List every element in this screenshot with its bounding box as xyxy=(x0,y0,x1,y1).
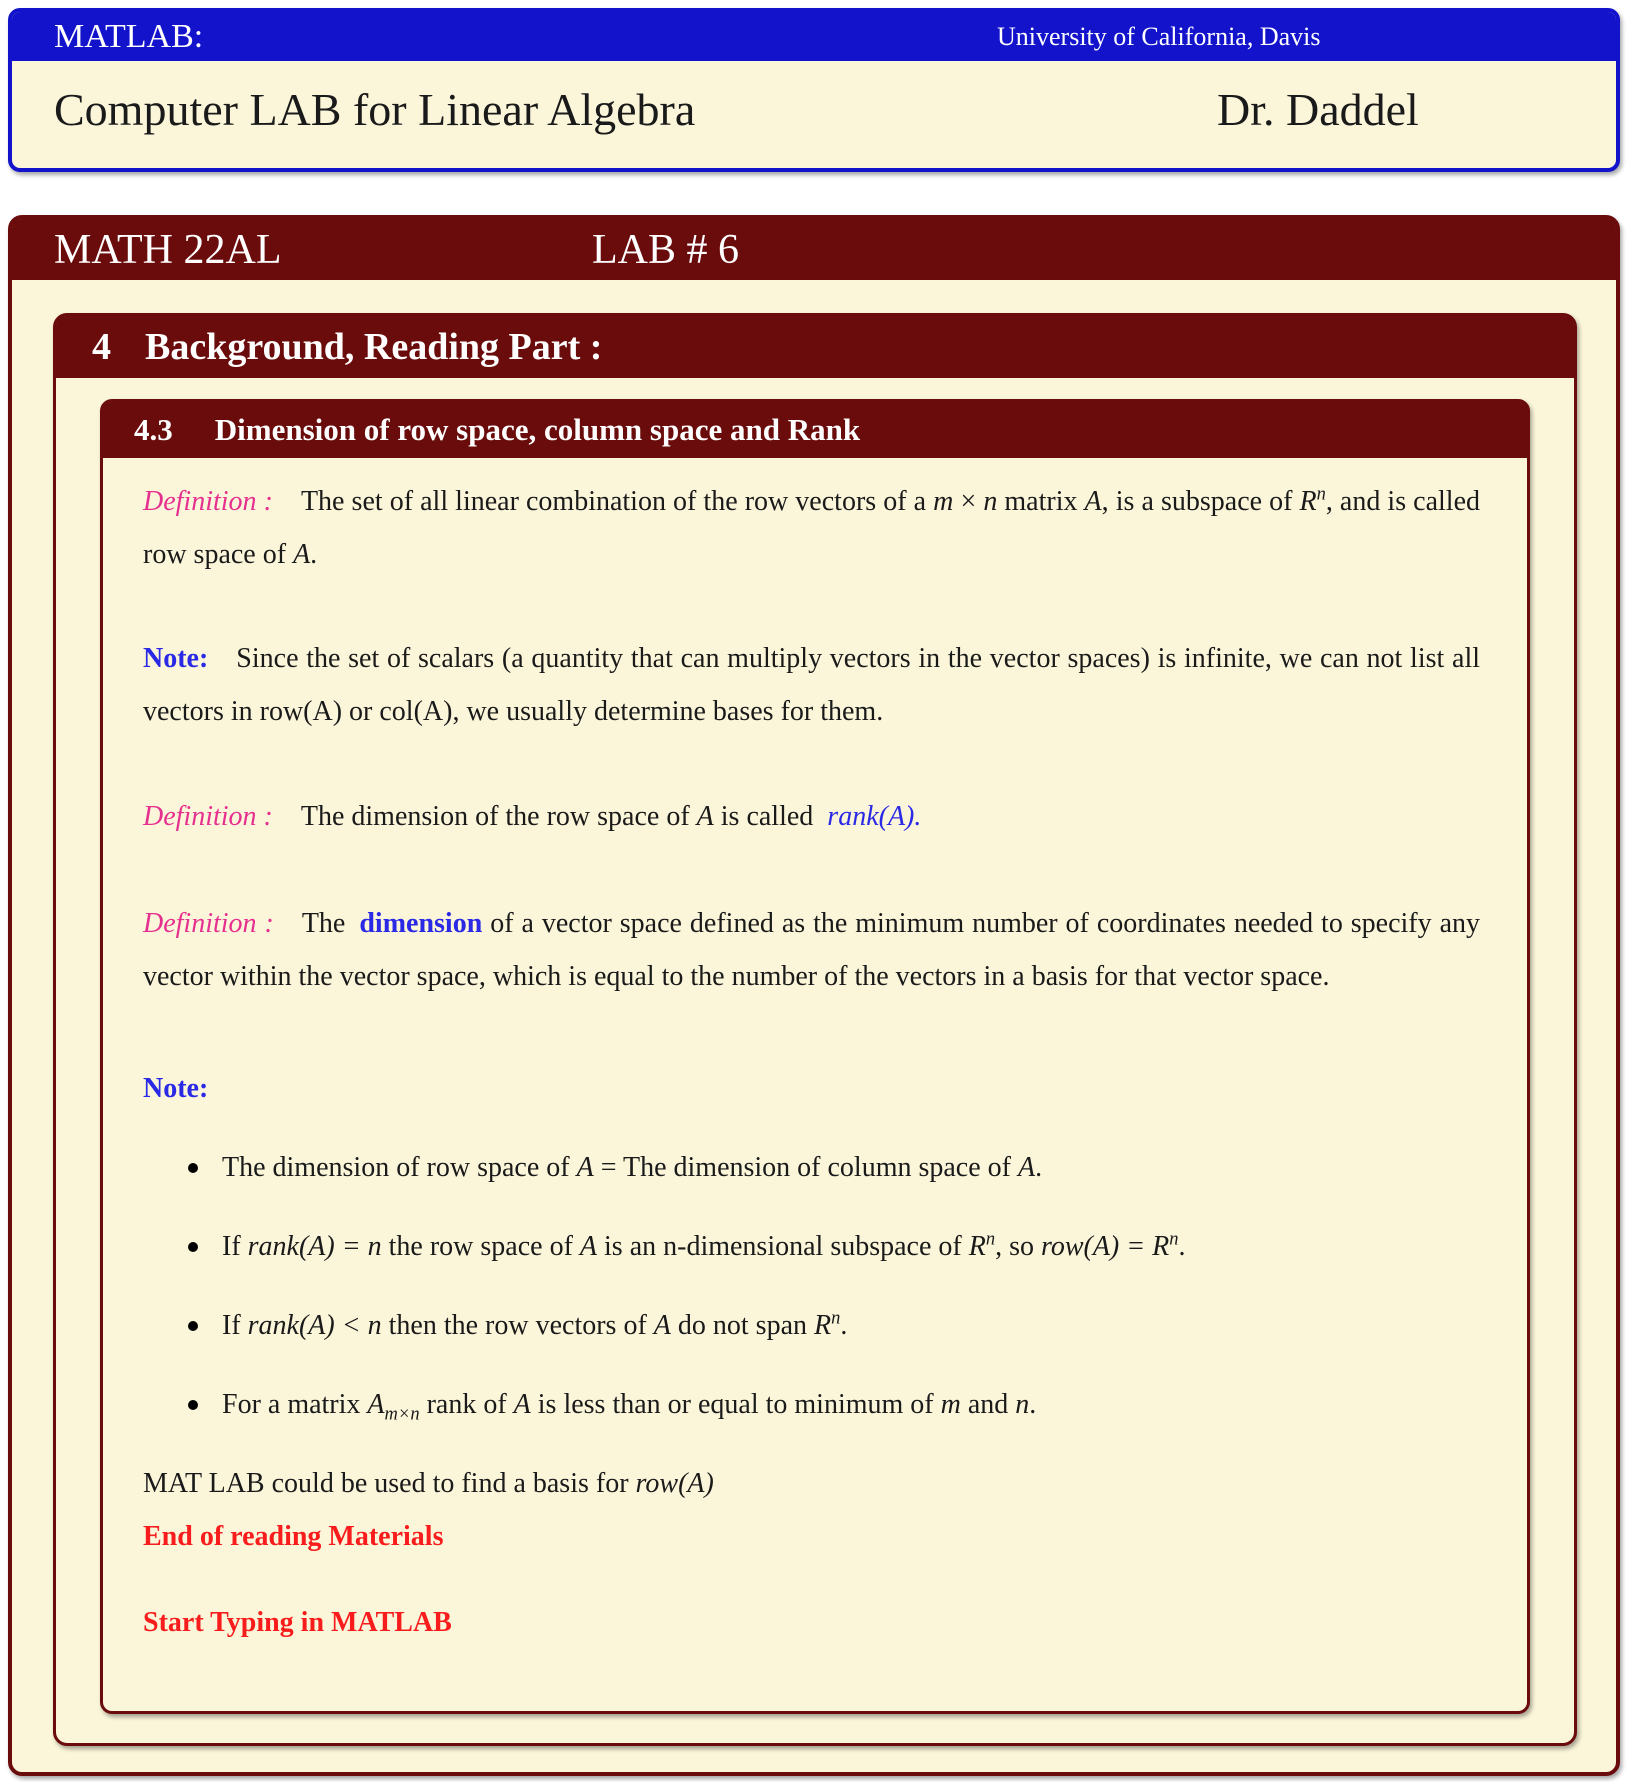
definition-rank: Definition : The dimension of the row space of A is called rank(A). xyxy=(143,801,922,832)
section-header-bar xyxy=(56,316,1574,378)
subsection-title: Dimension of row space, column space and Rank xyxy=(214,412,861,447)
start-typing-label: Start Typing in MATLAB xyxy=(143,1607,452,1638)
course-title: Computer LAB for Linear Algebra xyxy=(54,84,696,135)
instructor-name: Dr. Daddel xyxy=(1217,84,1419,135)
list-item: The dimension of row space of A = The dimension of column space of A. xyxy=(143,1141,1480,1194)
definition-dimension: Definition : The dimension of a vector space defined as the minimum number of coordinates needed to specify any vector within the vector space, which is equal to the number of the vectors in a basis for that vector space. xyxy=(143,908,1481,992)
list-item: For a matrix $A_{m\times n}$ rank of A is less than or equal to minimum of m and n. xyxy=(143,1378,1480,1431)
matlab-basis-line: MAT LAB could be used to find a basis for row(A) xyxy=(143,1468,714,1499)
title-box-body xyxy=(12,61,1616,172)
list-item: If rank(A) = n the row space of A is an n-dimensional subspace of $R^n$, so $row(A) = R^n$. xyxy=(143,1220,1480,1273)
subsection-box xyxy=(100,399,1530,1714)
definition-row-space: Definition : The set of all linear combination of the row vectors of a m × n matrix A, is a subspace of $R^n$, and is called row space of A. xyxy=(143,483,1481,570)
note-heading: Note: xyxy=(143,1073,209,1104)
institution-name: University of California, Davis xyxy=(997,21,1321,51)
end-of-reading-label: End of reading Materials xyxy=(143,1521,444,1552)
app-title: MATLAB: xyxy=(54,17,204,55)
section-number: 4 xyxy=(92,326,111,368)
notes-bullet-list xyxy=(143,1141,1480,1431)
list-item: If rank(A) < n then the row vectors of A do not span $R^n$. xyxy=(143,1299,1480,1352)
lab-header-bar xyxy=(12,219,1616,280)
section-title: Background, Reading Part : xyxy=(145,326,603,368)
lab-number: LAB # 6 xyxy=(592,226,739,273)
title-box xyxy=(8,8,1620,172)
subsection-number: 4.3 xyxy=(134,412,173,447)
title-box-header xyxy=(12,12,1616,61)
course-code: MATH 22AL xyxy=(54,226,282,273)
subsection-header-bar xyxy=(103,402,1527,458)
note-scalars: Note: Since the set of scalars (a quantity that can multiply vectors in the vector spaces) is infinite, we can not list all vectors in row(A) or col(A), we usually determine bases for them. xyxy=(143,643,1480,727)
subsection-content xyxy=(103,475,1527,1649)
